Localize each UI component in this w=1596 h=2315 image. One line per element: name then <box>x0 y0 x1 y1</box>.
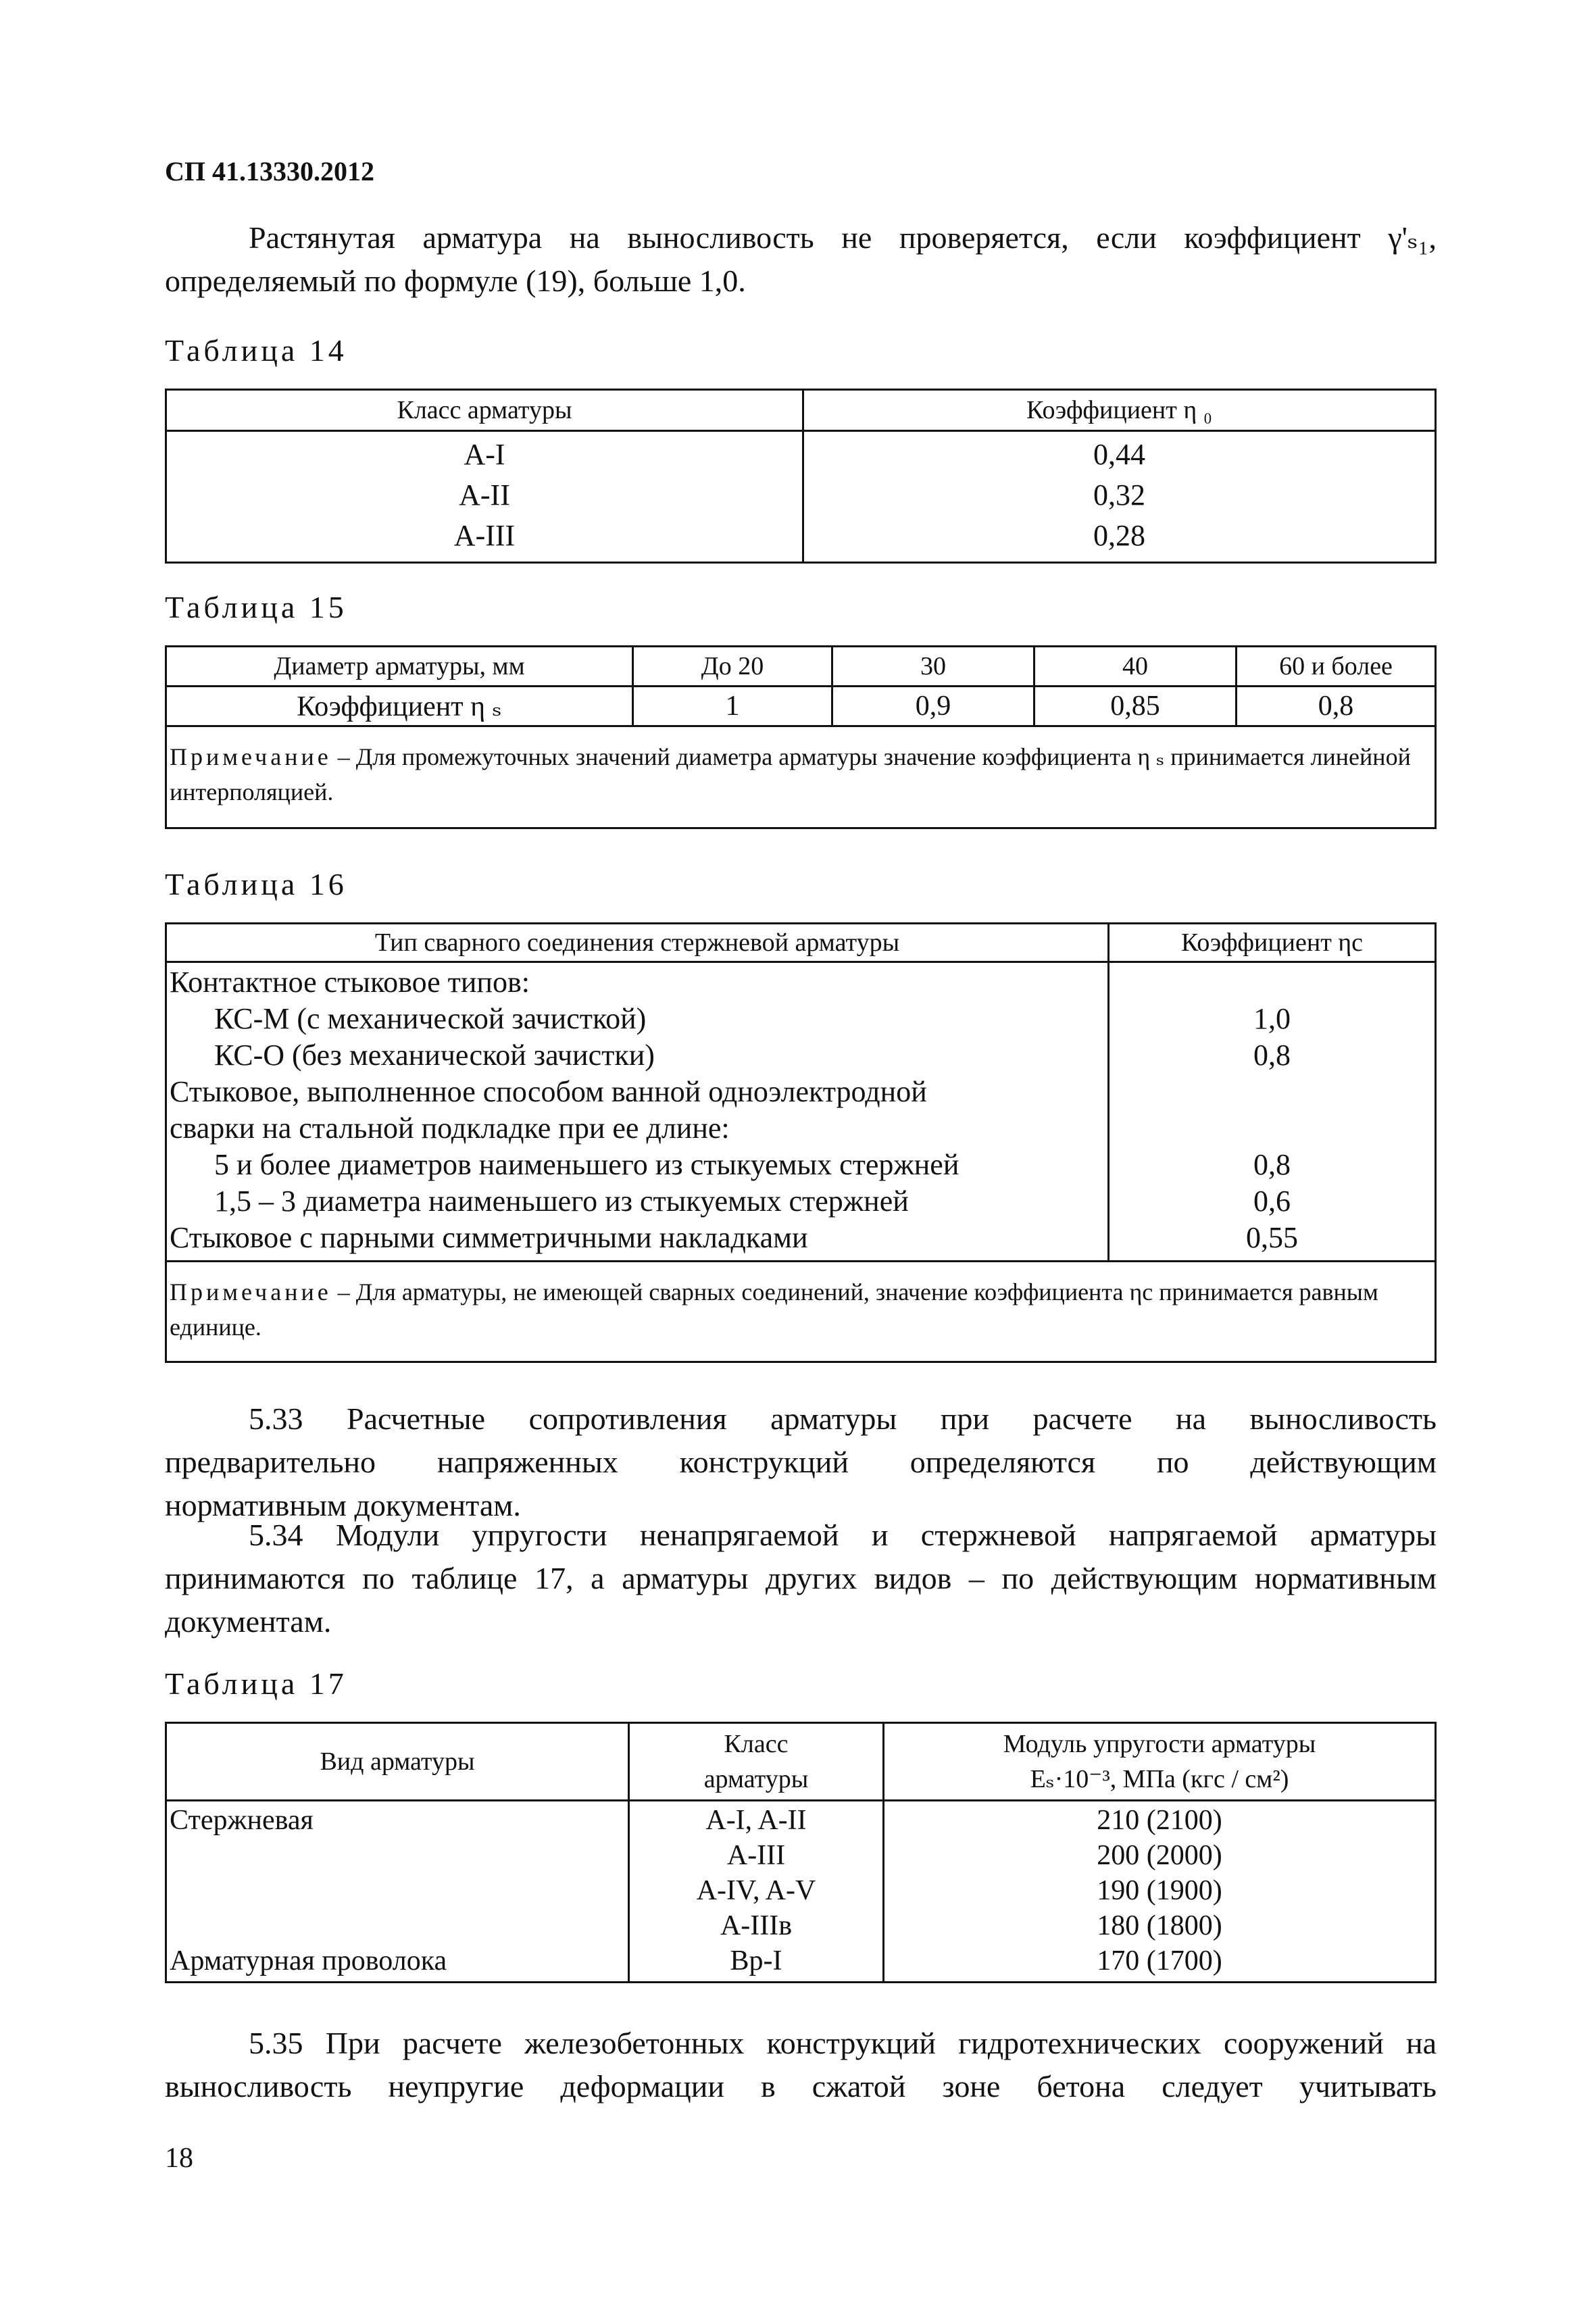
header-line: Eₛ·10⁻³, МПа (кгс / см²) <box>1030 1765 1289 1793</box>
table-16-header-type: Тип сварного соединения стержневой арматуры <box>166 924 1109 962</box>
list-item: 200 (2000) <box>1097 1840 1222 1871</box>
header-line: Класс <box>724 1730 789 1758</box>
document-code: СП 41.13330.2012 <box>165 156 374 186</box>
table-15-cell: 0,85 <box>1034 687 1237 726</box>
table-17-values <box>884 1801 1436 1983</box>
list-item <box>170 1873 625 1908</box>
paragraph-5-34 <box>165 1514 1437 1643</box>
p534-line-2: принимаются по таблице 17, а арматуры других видов – по действующим нормативным <box>165 1561 1437 1595</box>
table-15-cell: 30 <box>832 647 1034 687</box>
table-row-cell: A-II <box>459 478 510 512</box>
page-number: 18 <box>165 2143 193 2174</box>
list-item: 1,0 <box>1253 1002 1291 1035</box>
table-14 <box>165 389 1437 564</box>
list-item: 0,8 <box>1253 1148 1291 1181</box>
table-17-header-modulus <box>884 1723 1436 1801</box>
table-15-cell: 0,8 <box>1237 687 1436 726</box>
table-17-header-class <box>629 1723 884 1801</box>
table-15-cell: 60 и более <box>1237 647 1436 687</box>
table-15-diameter-label: Диаметр арматуры, мм <box>166 647 633 687</box>
list-item: 0,6 <box>1253 1185 1291 1218</box>
table-16-types <box>166 962 1109 1262</box>
list-item: Вр-I <box>730 1945 782 1976</box>
table-15-cell: 40 <box>1034 647 1237 687</box>
intro-paragraph <box>165 216 1437 303</box>
table-16-caption: Таблица 16 <box>165 867 347 901</box>
list-item: 0,8 <box>1253 1039 1291 1072</box>
list-item: A-IV, A-V <box>696 1875 816 1906</box>
table-row-cell: 0,44 <box>1093 438 1145 471</box>
p533-line-3: нормативным документам. <box>165 1488 521 1522</box>
table-17-header-type: Вид арматуры <box>166 1723 629 1801</box>
p533-line-1: 5.33 Расчетные сопротивления арматуры при расчете на выносливость <box>249 1401 1437 1436</box>
list-item: сварки на стальной подкладке при ее длине: <box>170 1112 730 1145</box>
table-14-header-class: Класс арматуры <box>166 390 803 431</box>
table-14-classes <box>166 431 803 563</box>
list-item <box>1112 1074 1432 1110</box>
list-item <box>170 1838 625 1873</box>
list-item <box>170 1908 625 1943</box>
p534-line-3: документам. <box>165 1604 332 1639</box>
table-17-caption: Таблица 17 <box>165 1666 347 1701</box>
list-item <box>1112 964 1432 1001</box>
list-item: 5 и более диаметров наименьшего из стыкуемых стержней <box>214 1148 959 1181</box>
table-14-caption: Таблица 14 <box>165 333 347 368</box>
intro-line-2: определяемый по формуле (19), больше 1,0. <box>165 264 746 298</box>
list-item: 210 (2100) <box>1097 1805 1222 1836</box>
note-label: Примечание <box>170 743 332 770</box>
list-item: Стыковое с парными симметричными накладками <box>170 1221 808 1254</box>
list-item: 170 (1700) <box>1097 1945 1222 1976</box>
list-item: Стержневая <box>170 1805 314 1836</box>
table-17 <box>165 1722 1437 1983</box>
table-15-cell: 0,9 <box>832 687 1034 726</box>
table-14-header-coef: Коэффициент η ₀ <box>803 390 1436 431</box>
table-row-cell: 0,32 <box>1093 478 1145 512</box>
list-item: Стыковое, выполненное способом ванной одноэлектродной <box>170 1075 927 1108</box>
list-item: 1,5 – 3 диаметра наименьшего из стыкуемых стержней <box>214 1185 909 1218</box>
intro-line-1: Растянутая арматура на выносливость не проверяется, если коэффициент γ'ₛ₁, <box>249 220 1437 255</box>
note-text: – Для арматуры, не имеющей сварных соединений, значение коэффициента ηc принимается равным единице. <box>170 1278 1378 1341</box>
list-item: 0,55 <box>1246 1221 1298 1254</box>
table-15 <box>165 645 1437 829</box>
table-16-header-coef: Коэффициент ηc <box>1109 924 1436 962</box>
table-15-coef-label: Коэффициент η ₛ <box>166 687 633 726</box>
list-item: Контактное стыковое типов: <box>170 966 530 999</box>
table-16-values <box>1109 962 1436 1262</box>
list-item: Арматурная проволока <box>170 1945 447 1976</box>
header-line: Модуль упругости арматуры <box>1003 1730 1316 1758</box>
p535-line-1: 5.35 При расчете железобетонных конструкций гидротехнических сооружений на <box>249 2026 1437 2060</box>
list-item: КС-О (без механической зачистки) <box>214 1039 655 1072</box>
header-line: арматуры <box>703 1765 809 1793</box>
list-item: 180 (1800) <box>1097 1910 1222 1941</box>
p534-line-1: 5.34 Модули упругости ненапрягаемой и стержневой напрягаемой арматуры <box>249 1518 1437 1552</box>
list-item: КС-М (с механической зачисткой) <box>214 1002 647 1035</box>
p533-line-2: предварительно напряженных конструкций определяются по действующим <box>165 1445 1437 1479</box>
table-15-note <box>166 726 1436 828</box>
table-15-cell: 1 <box>633 687 832 726</box>
note-label: Примечание <box>170 1278 332 1305</box>
table-row-cell: 0,28 <box>1093 519 1145 552</box>
note-text: – Для промежуточных значений диаметра арматуры значение коэффициента η ₛ принимается линейной интерполяцией. <box>170 743 1411 805</box>
table-17-types <box>166 1801 629 1983</box>
paragraph-5-33 <box>165 1397 1437 1527</box>
table-14-values <box>803 431 1436 563</box>
list-item: 190 (1900) <box>1097 1875 1222 1906</box>
p535-line-2: выносливость неупругие деформации в сжатой зоне бетона следует учитывать <box>165 2069 1437 2104</box>
list-item: A-III <box>726 1840 786 1871</box>
table-15-cell: До 20 <box>633 647 832 687</box>
table-17-classes <box>629 1801 884 1983</box>
table-row-cell: A-III <box>453 519 516 552</box>
table-16 <box>165 922 1437 1363</box>
paragraph-5-35 <box>165 2022 1437 2108</box>
table-16-note <box>166 1262 1436 1362</box>
list-item: A-IIIв <box>720 1910 793 1941</box>
list-item <box>1112 1110 1432 1147</box>
table-row-cell: A-I <box>464 438 505 471</box>
list-item: A-I, A-II <box>705 1805 807 1836</box>
table-15-caption: Таблица 15 <box>165 590 347 624</box>
